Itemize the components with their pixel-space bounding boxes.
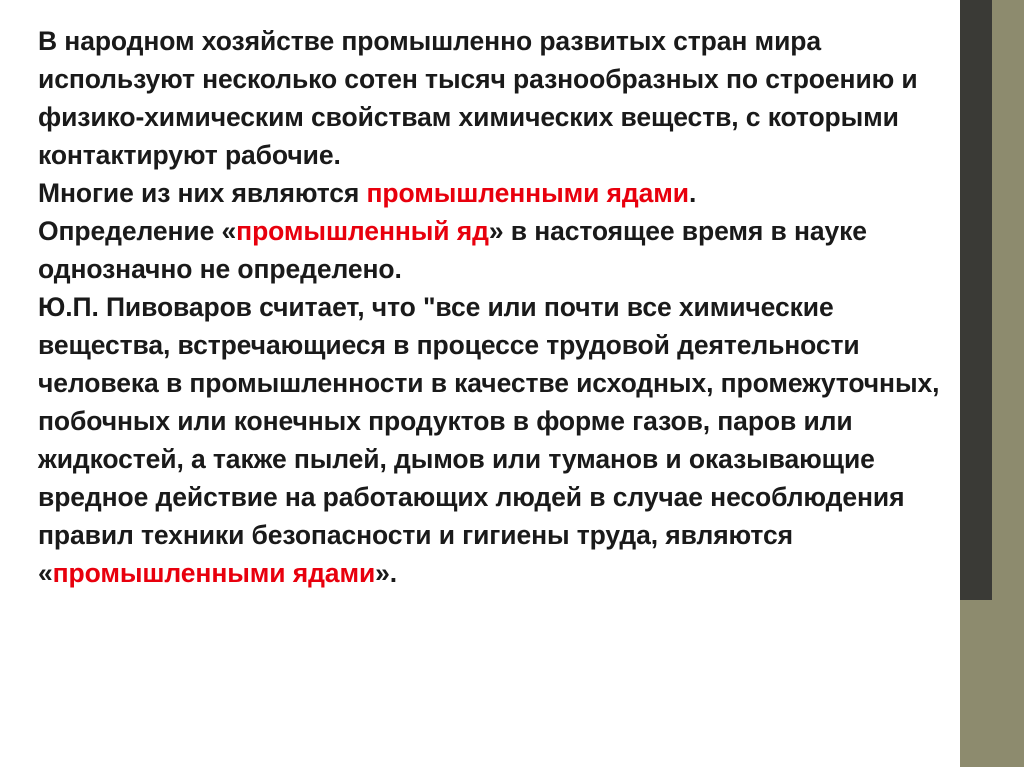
paragraph-3 [38,212,968,288]
paragraph-2 [38,174,968,212]
text-run: ». [375,558,398,589]
text-run: Определение « [38,216,237,247]
decorative-band-olive-lower [960,600,992,767]
highlighted-term: промышленными ядами [52,558,376,589]
paragraph-1 [38,22,968,174]
slide-body [38,22,968,592]
decorative-band-olive [992,0,1024,767]
text-run: В народном хозяйстве промышленно развитых стран мира используют несколько сотен тысяч разнообразных по строению и физико-химическим свойствам химических веществ, с которыми контактируют рабочие. [38,26,918,171]
text-run: Ю.П. Пивоваров считает, что "все или почти все химические вещества, встречающиеся в процессе трудовой деятельности человека в промышленности в качестве исходных, промежуточных, побочных или конечных продуктов в форме газов, паров или жидкостей, а также пылей, дымов или туманов и оказывающие вредное действие на работающих людей в случае несоблюдения правил техники безопасности и гигиены труда, являются « [38,292,940,589]
text-run: » в настоящее время в науке однозначно не определено. [38,216,867,285]
text-run: Многие из них являются [38,178,367,209]
text-run: . [688,178,697,209]
highlighted-term: промышленными ядами [366,178,689,209]
highlighted-term: промышленный яд [236,216,489,247]
paragraph-4 [38,288,968,592]
